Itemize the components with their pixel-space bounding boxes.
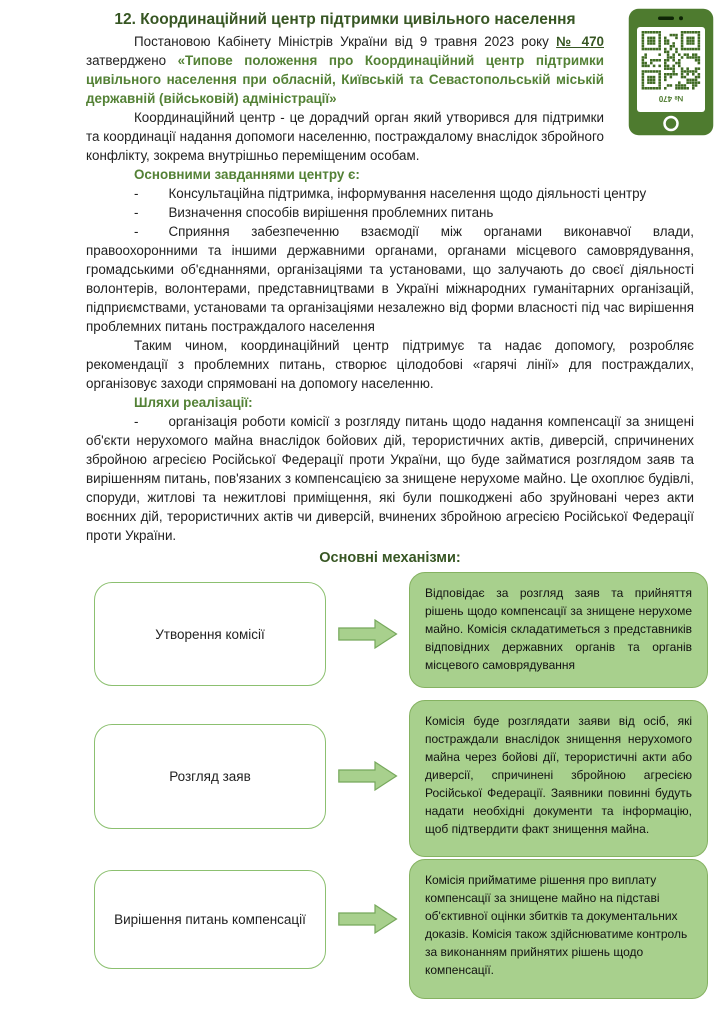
ways-item-text: організація роботи комісії з розгляду питань щодо надання компенсації за знищені об'єкти нерухомого майна внаслідок бойових дій, терористичних актів, диверсій, спричинених збройною агресією Російської Федерації проти України, що буде займатися розглядом заяв та вирішенням питань, пов'язаних з компенсацією за знищене нерухоме майно. Це охоплює будівлі, споруди, житлові та нежитлові приміщення, які були пошкоджені або зруйновані через акти воєнних дій, терористичних актів чи диверсій, вчинених збройною агресією Російської Федерації проти України. bbox=[86, 414, 694, 543]
resolution-quote: «Типове положення про Координаційний центр підтримки цивільного населення при обласній, Київській та Севастопольській міській державній (військовій) адміністрації» bbox=[86, 53, 604, 106]
paragraph-resolution bbox=[86, 32, 694, 108]
resolution-text-mid: затверджено bbox=[86, 53, 178, 68]
flow-step-3-label: Вирішення питань компенсації bbox=[114, 912, 306, 927]
phone-camera-icon bbox=[679, 16, 683, 20]
resolution-text-before: Постановою Кабінету Міністрів України від 9 травня 2023 року bbox=[134, 34, 557, 49]
flow-step-1-label: Утворення комісії bbox=[155, 626, 265, 642]
task-item-2-text: Визначення способів вирішення проблемних питань bbox=[168, 205, 494, 220]
resolution-number-link[interactable]: № 470 bbox=[556, 34, 604, 49]
task-item-1 bbox=[86, 184, 694, 203]
bullet-dash: - bbox=[134, 205, 139, 220]
phone-frame-icon bbox=[628, 8, 714, 136]
qr-phone-graphic bbox=[628, 8, 714, 160]
page-title: 12. Координаційний центр підтримки цивільного населення bbox=[114, 11, 576, 28]
paragraph-summary: Таким чином, координаційний центр підтримує та надає допомогу, розробляє рекомендації з проблемних питань, створює цілодобові «гарячі лінії» для постраждалих, організовує заходи спрямовані на допомогу населенню. bbox=[86, 338, 694, 391]
bullet-dash: - bbox=[134, 186, 139, 201]
phone-speaker-icon bbox=[658, 17, 674, 21]
right-arrow-icon bbox=[338, 904, 398, 934]
task-item-1-text: Консультаційна підтримка, інформування населення щодо діяльності центру bbox=[168, 186, 647, 201]
flow-step-2-box bbox=[94, 724, 326, 829]
qr-caption: № 470 bbox=[658, 94, 684, 103]
paragraph-definition: Координаційний центр - це дорадчий орган який утворився для підтримки та координації надання допомоги населенню, постраждалому внаслідок збройного конфлікту, зокрема внутрішньо переміщеним особам. bbox=[86, 110, 604, 163]
flow-step-2-description: Комісія буде розглядати заяви від осіб, які постраждали внаслідок знищення нерухомого майна через бойові дії, терористичні акти або диверсії, спричинені збройною агресією Російської Федерації. Заявники повинні будуть надати необхідні документи та інформацію, щоб підтвердити факт знищення майна. bbox=[409, 700, 708, 857]
mechanisms-flowchart bbox=[0, 570, 724, 1022]
flow-step-1-box bbox=[94, 582, 326, 686]
right-arrow-icon bbox=[338, 761, 398, 791]
task-item-3 bbox=[86, 222, 694, 336]
bullet-dash: - bbox=[134, 224, 139, 239]
mechanisms-heading: Основні механізми: bbox=[319, 550, 461, 566]
flow-step-3-box bbox=[94, 870, 326, 969]
right-arrow-icon bbox=[338, 619, 398, 649]
flow-step-1-description: Відповідає за розгляд заяв та прийняття рішень щодо компенсації за знищене нерухоме майно. Комісія складатиметься з представників відповідних державних органів та органів місцевого самоврядування bbox=[409, 572, 708, 688]
tasks-heading: Основними завданнями центру є: bbox=[134, 167, 360, 182]
flow-step-3-description: Комісія прийматиме рішення про виплату компенсації за знищене майно на підставі об'єктивної оцінки збитків та документальних доказів. Комісія також здійснюватиме контроль за виконанням прийнятих рішень щодо компенсації. bbox=[409, 859, 708, 999]
task-item-3-text: Сприяння забезпеченню взаємодії між органами виконавчої влади, правоохоронними та іншими державними органами, органами місцевого самоврядування, громадськими об'єднаннями, організаціями та установами, що залучають до своєї діяльності волонтерів, волонтерами, представництвами в Україні міжнародних гуманітарних організацій, підприємствами, установами та організаціями незалежно від форми власності під час вирішення проблемних питань постраждалого населення bbox=[86, 224, 694, 334]
bullet-dash: - bbox=[134, 414, 139, 429]
task-item-2 bbox=[86, 203, 694, 222]
ways-item bbox=[86, 412, 694, 545]
ways-heading: Шляхи реалізації: bbox=[134, 395, 253, 410]
flow-step-2-label: Розгляд заяв bbox=[169, 769, 251, 784]
